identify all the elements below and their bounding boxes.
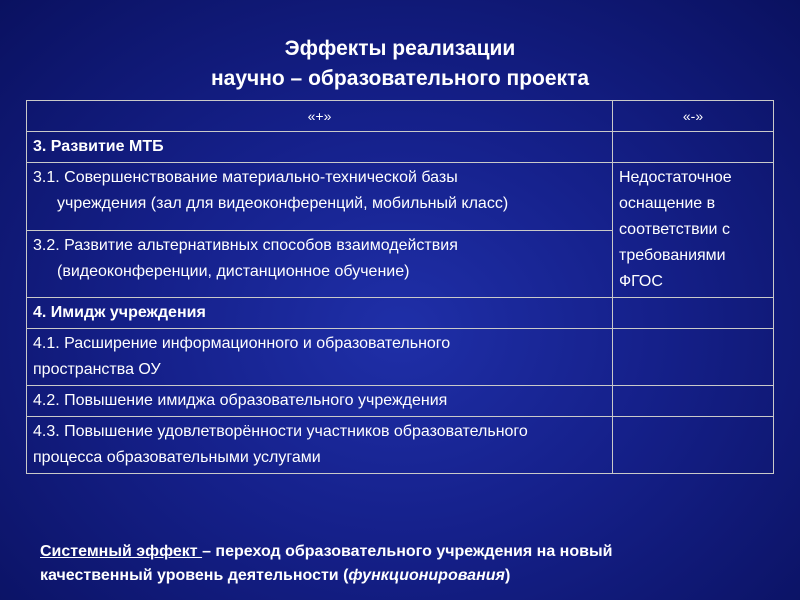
system-effect-note xyxy=(40,540,760,588)
row-3-1-line-2: учреждения (зал для видеоконференций, мобильный класс) xyxy=(57,195,509,212)
row-3-2 xyxy=(27,230,613,298)
table-row xyxy=(27,298,774,329)
effects-table xyxy=(26,100,774,474)
table-row xyxy=(27,417,774,474)
title-line-2: научно – образовательного проекта xyxy=(210,67,590,90)
table-row xyxy=(27,132,774,163)
row-4-1 xyxy=(27,329,613,386)
empty-cell xyxy=(613,386,774,417)
table-header-row xyxy=(27,101,774,132)
table-row xyxy=(27,329,774,386)
empty-cell xyxy=(613,417,774,474)
system-effect-text-1: – переход образовательного учреждения на новый xyxy=(202,543,613,560)
system-effect-label: Системный эффект xyxy=(40,543,203,560)
row-4-3-line-1: 4.3. Повышение удовлетворённости участников образовательного xyxy=(33,423,528,440)
minus-line: Недостаточное xyxy=(619,169,732,186)
minus-line: ФГОС xyxy=(619,273,663,290)
header-plus: «+» xyxy=(27,101,613,132)
table-row xyxy=(27,163,774,231)
minus-shortcoming xyxy=(613,163,774,298)
minus-line: требованиями xyxy=(619,247,726,264)
row-4-2: 4.2. Повышение имиджа образовательного учреждения xyxy=(27,386,613,417)
row-4-3 xyxy=(27,417,613,474)
section-image: 4. Имидж учреждения xyxy=(27,298,613,329)
table-row xyxy=(27,386,774,417)
minus-line: соответствии с xyxy=(619,221,730,238)
system-effect-italic: функционирования xyxy=(348,567,505,584)
section-mtb: 3. Развитие МТБ xyxy=(27,132,613,163)
row-3-1-line-1: 3.1. Совершенствование материально-технической базы xyxy=(33,169,458,186)
row-4-1-line-1: 4.1. Расширение информационного и образовательного xyxy=(33,335,451,352)
row-3-1 xyxy=(27,163,613,231)
title-line-1: Эффекты реализации xyxy=(284,37,516,60)
row-3-2-line-1: 3.2. Развитие альтернативных способов взаимодействия xyxy=(33,236,458,254)
minus-line: оснащение в xyxy=(619,195,716,212)
header-minus: «-» xyxy=(613,101,774,132)
system-effect-text-2: качественный уровень деятельности ( xyxy=(40,567,349,584)
empty-cell xyxy=(613,329,774,386)
row-3-2-line-2: (видеоконференции, дистанционное обучение) xyxy=(57,262,410,280)
system-effect-close: ) xyxy=(504,567,511,584)
row-4-3-line-2: процесса образовательными услугами xyxy=(33,449,321,466)
empty-cell xyxy=(613,298,774,329)
slide-title xyxy=(0,34,800,94)
row-4-1-line-2: пространства ОУ xyxy=(33,361,161,378)
empty-cell xyxy=(613,132,774,163)
